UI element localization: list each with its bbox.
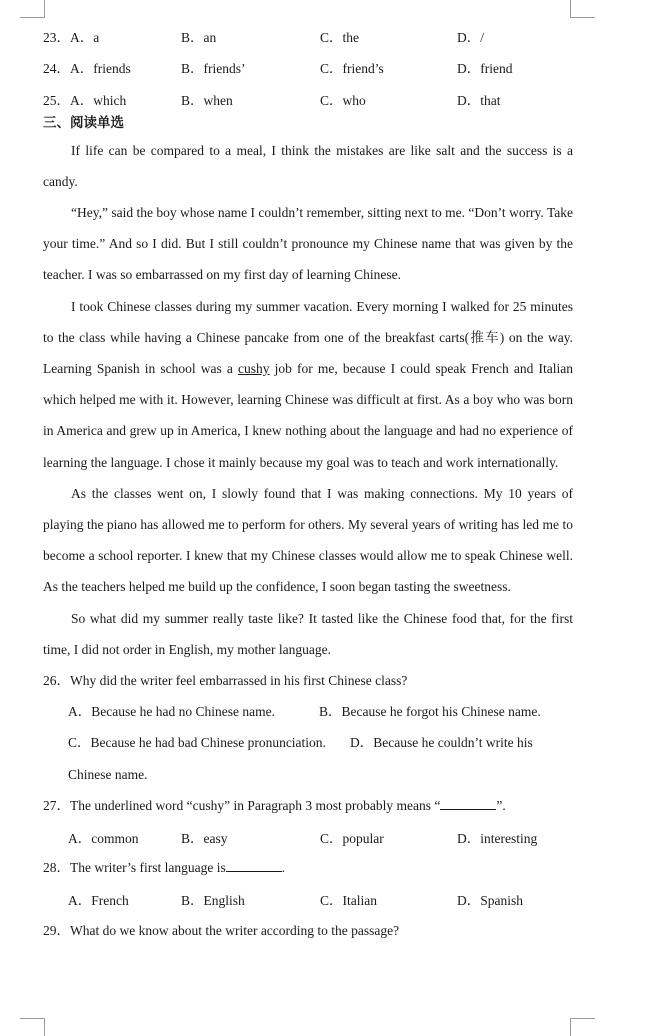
- option-24-d: D．friend: [457, 61, 513, 77]
- question-26-option-a: A．Because he had no Chinese name.: [68, 704, 275, 720]
- paragraph-3-text-after: job for me, because I could speak French and Italian which helped me with it. However, learning Chinese was difficult at first. As a boy who was born in America and grew up in America, I knew nothing about the language and had no experience of learning the language. I chose it mainly because my goal was to teach and work internationally.: [43, 360, 573, 470]
- question-27-option-b: B．easy: [181, 830, 228, 846]
- question-28-option-d: D．Spanish: [457, 892, 524, 908]
- passage-paragraph-5: So what did my summer really taste like? It tasted like the Chinese food that, for the first time, I did not order in English, my mother language.: [43, 610, 573, 657]
- passage-paragraph-1: If life can be compared to a meal, I think the mistakes are like salt and the success is a candy.: [43, 142, 573, 189]
- option-23-d: D．/: [457, 29, 484, 45]
- option-24-a: 24．A．friends: [43, 61, 131, 77]
- question-26-option-d-continued: Chinese name.: [68, 766, 148, 782]
- question-27-option-c: C．popular: [320, 830, 384, 846]
- option-25-a: 25．A．which: [43, 92, 127, 108]
- section-title: 三、阅读单选: [43, 114, 124, 131]
- paragraph-3-text-before: I took Chinese classes during my summer vacation. Every morning I walked for 25 minutes to the class while having a Chinese pancake from one of the breakfast carts(推车) on the way. Learning Spanish in school was a: [43, 298, 573, 376]
- option-25-c: C．who: [320, 92, 366, 108]
- question-27-option-d: D．interesting: [457, 830, 538, 846]
- question-26-stem: 26．Why did the writer feel embarrassed in his first Chinese class?: [43, 672, 408, 688]
- passage-paragraph-3: [43, 291, 573, 478]
- answer-blank: [440, 797, 496, 810]
- option-23-b: B．an: [181, 29, 217, 45]
- question-28-stem-end: .: [281, 860, 286, 876]
- question-28-option-c: C．Italian: [320, 892, 377, 908]
- crop-mark-top-left: [20, 0, 45, 18]
- exam-page: [43, 20, 573, 946]
- question-27-stem-end: ”.: [496, 797, 506, 813]
- underlined-word-cushy: cushy: [237, 360, 270, 376]
- crop-mark-top-right: [570, 0, 595, 18]
- mcq-row-23: [43, 20, 573, 52]
- question-27-stem-text: 27．The underlined word “cushy” in Paragraph 3 most probably means “: [43, 797, 441, 813]
- question-26-option-d: D．Because he couldn’t write his: [350, 735, 533, 751]
- option-24-b: B．friends’: [181, 61, 246, 77]
- question-28-stem-text: 28．The writer’s first language is: [43, 860, 226, 876]
- option-24-c: C．friend’s: [320, 61, 384, 77]
- question-26-options-line-1: [43, 696, 573, 727]
- question-27-option-a: A．common: [68, 830, 139, 846]
- question-28-options: [43, 883, 573, 914]
- question-27-options: [43, 821, 573, 852]
- question-27-stem: [43, 790, 573, 821]
- mcq-row-24: [43, 52, 573, 84]
- option-23-a: 23．A．a: [43, 29, 100, 45]
- passage-paragraph-2: “Hey,” said the boy whose name I couldn’t remember, sitting next to me. “Don’t worry. Take your time.” And so I did. But I still couldn’t pronounce my Chinese name that was given by the teacher. I was so embarrassed on my first day of learning Chinese.: [43, 204, 573, 283]
- option-25-b: B．when: [181, 92, 233, 108]
- question-26-options-line-2: [43, 727, 573, 758]
- option-25-d: D．that: [457, 92, 501, 108]
- question-26-option-c: C．Because he had bad Chinese pronunciation.: [68, 735, 326, 751]
- question-26-option-b: B．Because he forgot his Chinese name.: [319, 704, 541, 720]
- question-28-option-a: A．French: [68, 892, 129, 908]
- question-28-stem: [43, 852, 573, 883]
- option-23-c: C．the: [320, 29, 359, 45]
- crop-mark-bottom-left: [20, 1018, 45, 1036]
- crop-mark-bottom-right: [570, 1018, 595, 1036]
- question-28-option-b: B．English: [181, 892, 245, 908]
- question-29-stem: 29．What do we know about the writer according to the passage?: [43, 922, 400, 938]
- answer-blank: [226, 859, 282, 872]
- passage-paragraph-4: As the classes went on, I slowly found that I was making connections. My 10 years of playing the piano has allowed me to perform for others. My several years of writing has led me to become a school reporter. I knew that my Chinese classes would allow me to speak Chinese well. As the teachers helped me build up the confidence, I soon began tasting the sweetness.: [43, 485, 573, 595]
